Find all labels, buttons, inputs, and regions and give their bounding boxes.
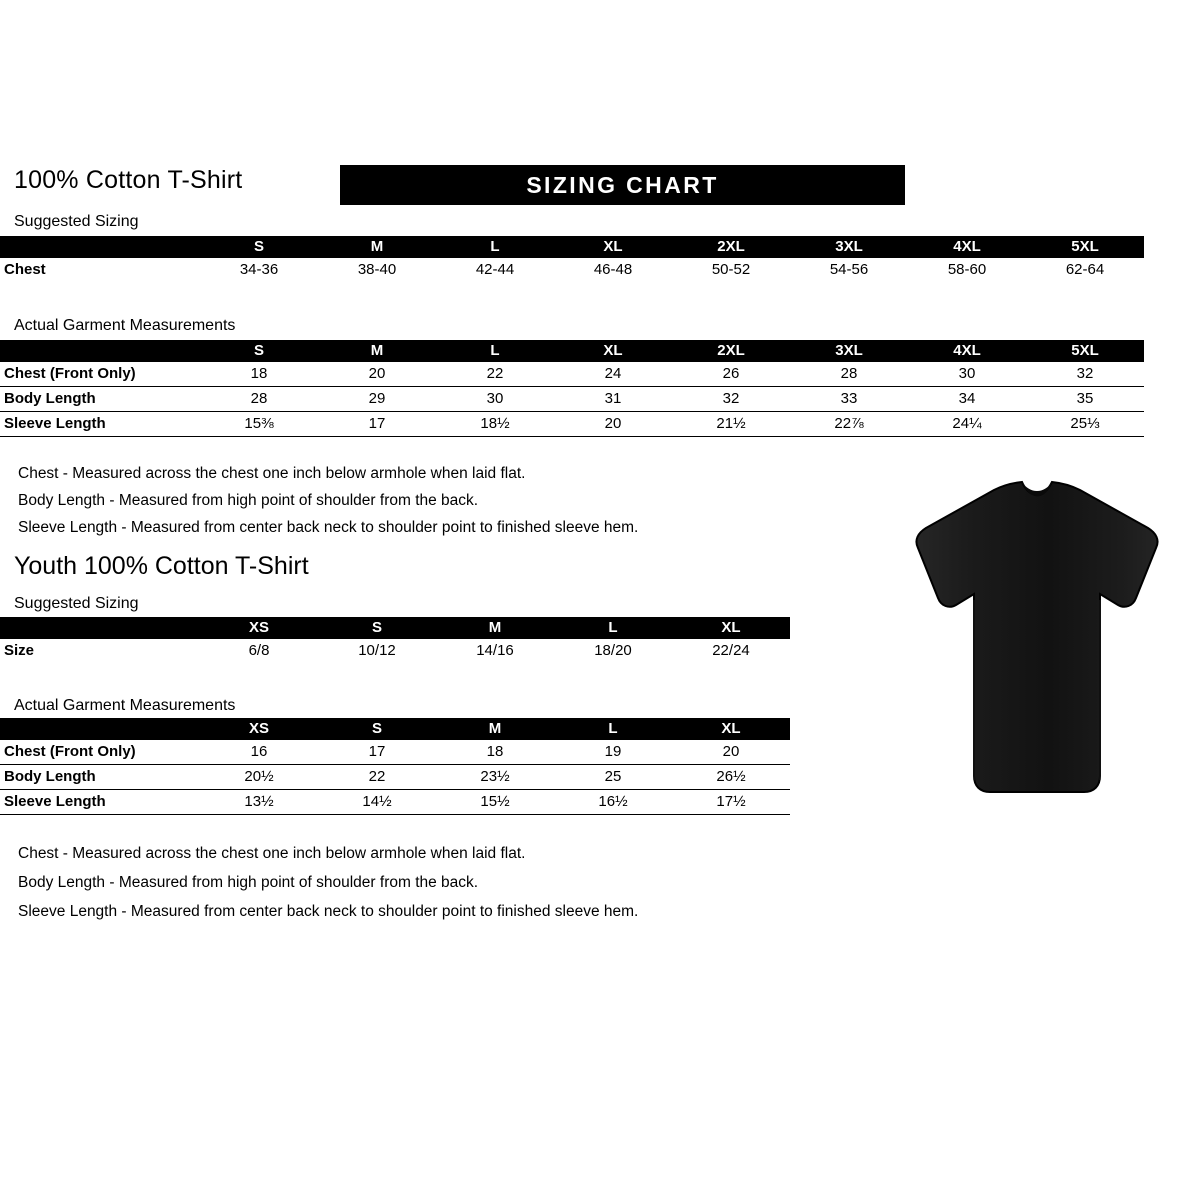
col-header-m: M — [370, 238, 384, 255]
col-header-2xl: 2XL — [717, 342, 745, 359]
cell-sleeve-3xl: 22⅞ — [790, 412, 908, 437]
col-header-5xl: 5XL — [1071, 238, 1099, 255]
cell-chestfront-xs: 16 — [200, 740, 318, 765]
cell-bodylength-m: 23½ — [436, 765, 554, 790]
cell-chestfront-m: 20 — [318, 362, 436, 387]
cell-size-l: 18/20 — [594, 642, 632, 659]
col-header-s: S — [253, 342, 264, 359]
cell-size-s: 10/12 — [358, 642, 396, 659]
table-corner-cell — [0, 340, 200, 362]
cell-sleeve-l: 16½ — [554, 790, 672, 815]
col-header-m: M — [488, 720, 502, 737]
cell-bodylength-xs: 20½ — [200, 765, 318, 790]
col-header-4xl: 4XL — [953, 238, 981, 255]
adult-actual-measurements-table — [0, 340, 1144, 437]
col-header-l: L — [490, 342, 500, 359]
cell-bodylength-xl: 26½ — [672, 765, 790, 790]
cell-bodylength-m: 29 — [318, 387, 436, 412]
cell-chestfront-xl: 24 — [554, 362, 672, 387]
cell-sleeve-m: 15½ — [436, 790, 554, 815]
table-row — [0, 639, 790, 663]
row-label-body-length: Body Length — [0, 387, 200, 412]
col-header-3xl: 3XL — [835, 238, 863, 255]
cell-sleeve-5xl: 25⅓ — [1026, 412, 1144, 437]
cell-bodylength-s: 22 — [318, 765, 436, 790]
adult-note-sleeve-length: Sleeve Length - Measured from center back neck to shoulder point to finished sleeve hem. — [18, 519, 639, 536]
cell-chestfront-2xl: 26 — [672, 362, 790, 387]
row-label-size: Size — [4, 642, 35, 659]
cell-sleeve-s: 14½ — [318, 790, 436, 815]
youth-actual-measurements-table — [0, 718, 790, 815]
cell-bodylength-5xl: 35 — [1026, 387, 1144, 412]
cell-sleeve-xl: 17½ — [672, 790, 790, 815]
table-row — [0, 740, 790, 765]
cell-chestfront-4xl: 30 — [908, 362, 1026, 387]
cell-chestfront-s: 17 — [318, 740, 436, 765]
col-header-xl: XL — [721, 619, 741, 636]
adult-note-chest: Chest - Measured across the chest one inch below armhole when laid flat. — [18, 465, 526, 482]
youth-suggested-sizing-label: Suggested Sizing — [14, 595, 139, 612]
adult-suggested-sizing-table — [0, 236, 1144, 282]
table-corner-cell — [0, 718, 200, 740]
cell-chest-3xl: 54-56 — [829, 261, 869, 278]
cell-chestfront-l: 19 — [554, 740, 672, 765]
cell-chest-xl: 46-48 — [593, 261, 633, 278]
row-label-sleeve-length: Sleeve Length — [0, 412, 200, 437]
youth-note-chest: Chest - Measured across the chest one inch below armhole when laid flat. — [18, 845, 526, 862]
cell-chest-5xl: 62-64 — [1065, 261, 1105, 278]
table-row — [0, 790, 790, 815]
row-label-chest-front-only: Chest (Front Only) — [0, 362, 200, 387]
table-header-row — [0, 718, 790, 740]
table-row — [0, 765, 790, 790]
col-header-l: L — [490, 238, 500, 255]
cell-chestfront-l: 22 — [436, 362, 554, 387]
cell-bodylength-2xl: 32 — [672, 387, 790, 412]
col-header-s: S — [371, 619, 382, 636]
col-header-s: S — [371, 720, 382, 737]
cell-bodylength-xl: 31 — [554, 387, 672, 412]
col-header-3xl: 3XL — [835, 342, 863, 359]
col-header-xl: XL — [603, 342, 623, 359]
youth-suggested-sizing-table — [0, 617, 790, 663]
sizing-chart-banner — [340, 165, 905, 205]
row-label-chest-front-only: Chest (Front Only) — [0, 740, 200, 765]
cell-chest-s: 34-36 — [239, 261, 279, 278]
col-header-2xl: 2XL — [717, 238, 745, 255]
cell-chestfront-xl: 20 — [672, 740, 790, 765]
cell-bodylength-l: 25 — [554, 765, 672, 790]
tshirt-icon — [890, 480, 1180, 810]
cell-bodylength-s: 28 — [200, 387, 318, 412]
table-corner-cell — [0, 236, 200, 258]
black-tshirt-illustration — [890, 480, 1180, 810]
table-corner-cell — [0, 617, 200, 639]
table-row — [0, 258, 1144, 282]
cell-size-xs: 6/8 — [248, 642, 270, 659]
youth-actual-measurements-label: Actual Garment Measurements — [14, 697, 236, 714]
table-row — [0, 362, 1144, 387]
adult-note-body-length: Body Length - Measured from high point of shoulder from the back. — [18, 492, 479, 509]
cell-chest-l: 42-44 — [475, 261, 515, 278]
youth-note-body-length: Body Length - Measured from high point of shoulder from the back. — [18, 874, 479, 891]
cell-sleeve-xs: 13½ — [200, 790, 318, 815]
col-header-m: M — [370, 342, 384, 359]
col-header-m: M — [488, 619, 502, 636]
row-label-sleeve-length: Sleeve Length — [0, 790, 200, 815]
cell-sleeve-m: 17 — [318, 412, 436, 437]
cell-sleeve-s: 15⅜ — [200, 412, 318, 437]
cell-chestfront-m: 18 — [436, 740, 554, 765]
cell-size-m: 14/16 — [476, 642, 514, 659]
table-row — [0, 387, 1144, 412]
adult-suggested-sizing-label: Suggested Sizing — [14, 213, 139, 230]
col-header-4xl: 4XL — [953, 342, 981, 359]
cell-sleeve-l: 18½ — [436, 412, 554, 437]
col-header-l: L — [608, 720, 618, 737]
cell-chestfront-s: 18 — [200, 362, 318, 387]
sizing-chart-banner-label: SIZING CHART — [526, 171, 719, 198]
row-label-chest: Chest — [4, 261, 46, 278]
cell-chestfront-5xl: 32 — [1026, 362, 1144, 387]
row-label-body-length: Body Length — [0, 765, 200, 790]
col-header-xl: XL — [603, 238, 623, 255]
cell-chestfront-3xl: 28 — [790, 362, 908, 387]
col-header-xl: XL — [721, 720, 741, 737]
col-header-xs: XS — [248, 619, 269, 636]
col-header-s: S — [253, 238, 264, 255]
table-header-row — [0, 617, 790, 639]
cell-chest-m: 38-40 — [357, 261, 397, 278]
col-header-l: L — [608, 619, 618, 636]
cell-sleeve-xl: 20 — [554, 412, 672, 437]
col-header-5xl: 5XL — [1071, 342, 1099, 359]
cell-bodylength-4xl: 34 — [908, 387, 1026, 412]
cell-bodylength-l: 30 — [436, 387, 554, 412]
table-header-row — [0, 340, 1144, 362]
cell-sleeve-4xl: 24¼ — [908, 412, 1026, 437]
youth-note-sleeve-length: Sleeve Length - Measured from center back neck to shoulder point to finished sleeve hem. — [18, 903, 639, 920]
adult-section-title: 100% Cotton T-Shirt — [14, 166, 243, 194]
table-header-row — [0, 236, 1144, 258]
cell-chest-2xl: 50-52 — [711, 261, 751, 278]
table-row — [0, 412, 1144, 437]
cell-chest-4xl: 58-60 — [947, 261, 987, 278]
adult-actual-measurements-label: Actual Garment Measurements — [14, 317, 236, 334]
cell-size-xl: 22/24 — [712, 642, 750, 659]
cell-sleeve-2xl: 21½ — [672, 412, 790, 437]
cell-bodylength-3xl: 33 — [790, 387, 908, 412]
youth-section-title: Youth 100% Cotton T-Shirt — [14, 552, 309, 580]
col-header-xs: XS — [248, 720, 269, 737]
